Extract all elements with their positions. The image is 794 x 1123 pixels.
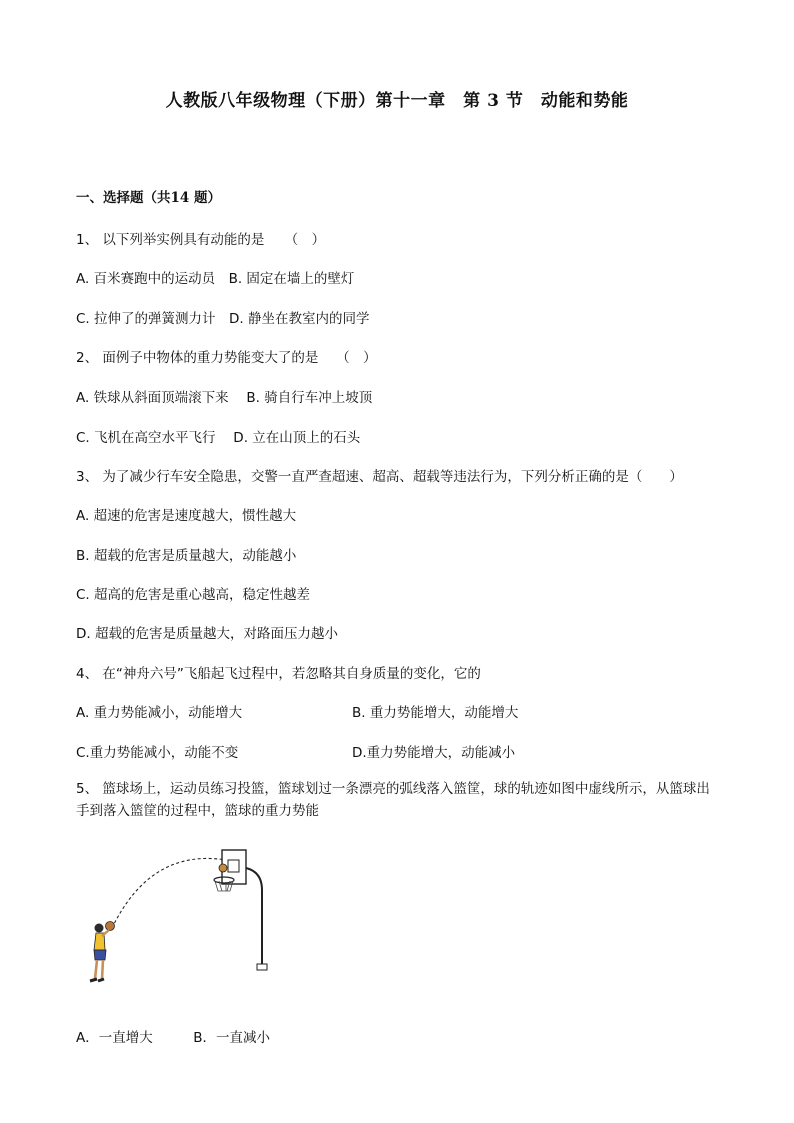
question-4-stem: 4、 在“神舟六号”飞船起飞过程中，若忽略其自身质量的变化，它的 — [76, 666, 481, 682]
ball-near-hoop — [219, 864, 227, 872]
hoop-pole — [246, 868, 262, 966]
question-3-option-a: A. 超速的危害是速度越大，惯性越大 — [76, 508, 297, 524]
question-4-option-b: B. 重力势能增大，动能增大 — [352, 705, 519, 721]
question-2-stem: 2、 面例子中物体的重力势能变大了的是 （ ） — [76, 350, 377, 366]
question-3-stem: 3、 为了减少行车安全隐患，交警一直严查超速、超高、超载等违法行为，下列分析正确的是（ ） — [76, 469, 683, 485]
page-title: 人教版八年级物理（下册）第十一章 第 3 节 动能和势能 — [165, 91, 629, 111]
question-3-option-b: B. 超载的危害是质量越大，动能越小 — [76, 548, 297, 564]
question-4-option-d: D.重力势能增大，动能减小 — [352, 745, 516, 761]
question-3-option-c: C. 超高的危害是重心越高，稳定性越差 — [76, 587, 311, 603]
ball-trajectory — [112, 858, 226, 928]
question-1-stem: 1、 以下列举实例具有动能的是 （ ） — [76, 232, 326, 248]
question-2-options-cd: C. 飞机在高空水平飞行 D. 立在山顶上的石头 — [76, 430, 361, 446]
question-5-options: A．一直增大 B．一直减小 — [76, 1030, 270, 1046]
section-heading: 一、选择题（共14 题） — [76, 190, 221, 206]
question-4-option-a: A. 重力势能减小，动能增大 — [76, 705, 243, 721]
basketball-illustration — [76, 838, 286, 998]
question-3-option-d: D. 超载的危害是质量越大，对路面压力越小 — [76, 626, 338, 642]
question-1-options-cd: C. 拉伸了的弹簧测力计 D. 静坐在教室内的同学 — [76, 311, 370, 327]
question-4-option-c: C.重力势能减小，动能不变 — [76, 745, 239, 761]
question-5-stem: 5、 篮球场上，运动员练习投篮，篮球划过一条漂亮的弧线落入篮筐，球的轨迹如图中虚线所示，从篮球出手到落入篮筐的过程中，篮球的重力势能 — [76, 781, 710, 819]
question-2-options-ab: A. 铁球从斜面顶端滚下来 B. 骑自行车冲上坡顶 — [76, 390, 373, 406]
player-figure — [90, 922, 115, 982]
question-1-options-ab: A. 百米赛跑中的运动员 B. 固定在墙上的壁灯 — [76, 271, 355, 287]
